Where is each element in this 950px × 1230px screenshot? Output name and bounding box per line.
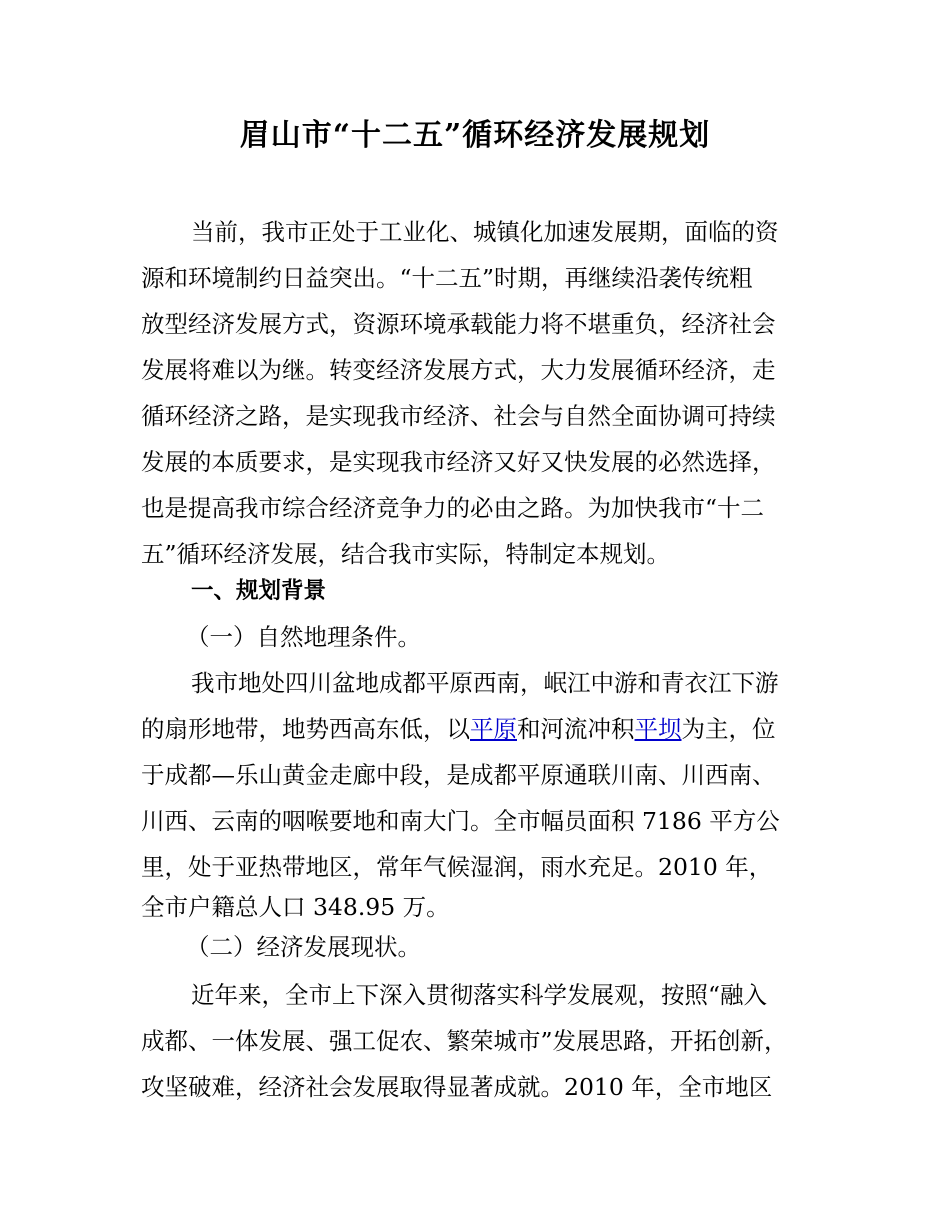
geo-line-3: 于成都—乐山黄金走廊中段，是成都平原通联川南、川西南、 — [141, 761, 776, 789]
intro-line-8: 五”循环经济发展，结合我市实际，特制定本规划。 — [141, 540, 671, 568]
section-heading-background: 一、规划背景 — [191, 578, 327, 604]
intro-line-3: 放型经济发展方式，资源环境承载能力将不堪重负，经济社会 — [141, 310, 776, 338]
intro-line-2: 源和环境制约日益突出。“十二五”时期，再继续沿袭传统粗 — [141, 264, 753, 292]
subsection-heading-geography: （一）自然地理条件。 — [186, 623, 421, 651]
intro-line-7: 也是提高我市综合经济竞争力的必由之路。为加快我市“十二 — [141, 494, 765, 522]
intro-line-5: 循环经济之路，是实现我市经济、社会与自然全面协调可持续 — [141, 402, 776, 430]
geo-line-2-part-c: 为主，位 — [681, 715, 776, 743]
document-title: 眉山市“十二五”循环经济发展规划 — [239, 118, 711, 153]
geo-line-2 — [141, 706, 776, 752]
intro-line-6: 发展的本质要求，是实现我市经济又好又快发展的必然选择， — [141, 448, 776, 476]
plain-link[interactable]: 平原 — [470, 715, 517, 743]
econ-line-2: 成都、一体发展、强工促农、繁荣城市”发展思路，开拓创新， — [141, 1027, 788, 1055]
intro-line-4: 发展将难以为继。转变经济发展方式，大力发展循环经济，走 — [141, 356, 776, 384]
geo-line-4: 川西、云南的咽喉要地和南大门。全市幅员面积 7186 平方公 — [141, 807, 780, 835]
intro-line-1: 当前，我市正处于工业化、城镇化加速发展期，面临的资 — [191, 218, 779, 246]
econ-line-1: 近年来，全市上下深入贯彻落实科学发展观，按照“融入 — [191, 981, 768, 1009]
geo-line-1: 我市地处四川盆地成都平原西南，岷江中游和青衣江下游 — [191, 669, 779, 697]
geo-line-2-part-b: 和河流冲积 — [517, 715, 635, 743]
geo-line-2-part-a: 的扇形地带，地势西高东低，以 — [141, 715, 470, 743]
geo-line-5: 里，处于亚热带地区，常年气候湿润，雨水充足。2010 年， — [141, 853, 773, 881]
subsection-heading-economy: （二）经济发展现状。 — [186, 933, 421, 961]
geo-line-6: 全市户籍总人口 348.95 万。 — [141, 893, 450, 921]
flat-dam-link[interactable]: 平坝 — [634, 715, 682, 743]
econ-line-3: 攻坚破难，经济社会发展取得显著成就。2010 年，全市地区 — [141, 1073, 773, 1101]
